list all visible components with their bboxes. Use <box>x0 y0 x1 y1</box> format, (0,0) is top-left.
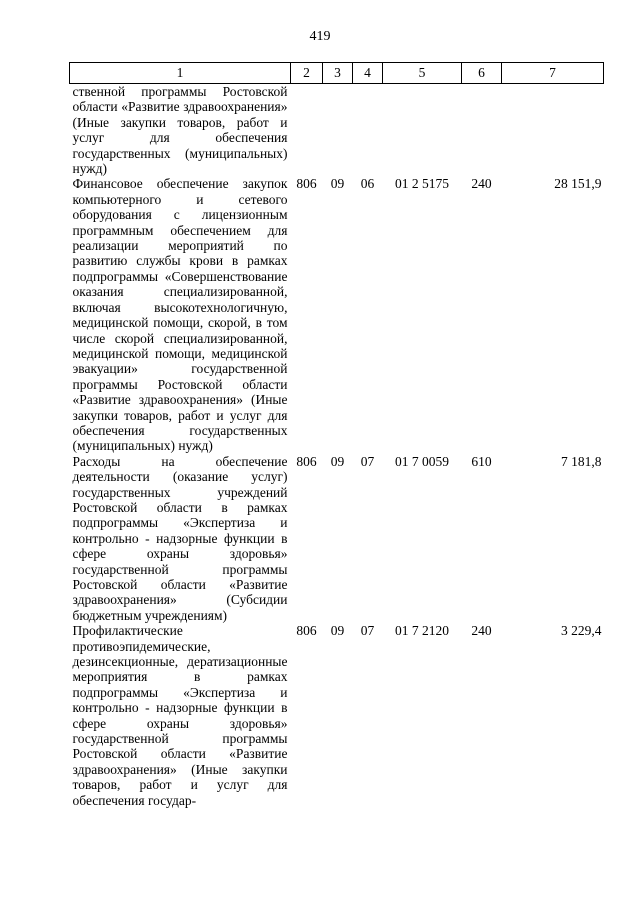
row-col-3 <box>323 84 353 177</box>
page-number: 419 <box>309 29 331 44</box>
row-col-5: 01 7 2120 <box>395 623 449 639</box>
table-body <box>70 84 604 809</box>
header-row <box>70 63 604 84</box>
row-description: Профилактические противоэпидемические, дезинсекционные, дератизационные мероприятия в рамках подпрограммы «Экспертиза и контрольно - надзорные функции в сфере охраны здоровья» государственной программы Ростовской области «Развитие здравоохранения» (Иные закупки товаров, работ и услуг для обеспечения государ- <box>72 623 288 808</box>
row-col-5 <box>383 84 462 177</box>
column-header-5: 5 <box>383 63 462 84</box>
row-col-6: 610 <box>471 453 492 469</box>
budget-table <box>69 62 604 808</box>
row-col-3: 09 <box>330 176 345 192</box>
column-header-3: 3 <box>323 63 353 84</box>
row-col-2: 806 <box>296 623 317 639</box>
row-col-3: 09 <box>330 453 345 469</box>
row-description: ственной программы Ростовской области «Развитие здравоохранения» (Иные закупки товаров, работ и услуг для обеспечения государственных (муниципальных) нужд) <box>72 84 288 177</box>
column-header-6: 6 <box>462 63 502 84</box>
column-header-7: 7 <box>502 63 604 84</box>
row-col-6: 240 <box>471 176 492 192</box>
row-col-5: 01 2 5175 <box>395 176 449 192</box>
row-amount: 3 229,4 <box>561 623 602 639</box>
row-col-4: 06 <box>360 176 375 192</box>
row-col-4: 07 <box>360 453 375 469</box>
row-description: Финансовое обеспечение закупок компьютерного и сетевого оборудования с лицензионным программным обеспечением для реализации мероприятий по развитию службы крови в рамках подпрограммы «Совершенствование оказания специализированной, включая высокотехнологичную, медицинской помощи, скорой, в том числе скорой специализированной, медицинской помощи, медицинской эвакуации» государственной программы Ростовской области «Развитие здравоохранения» (Иные закупки товаров, работ и услуг для обеспечения государственных (муниципальных) нужд) <box>72 176 288 454</box>
row-col-2 <box>291 84 323 177</box>
table-header <box>70 63 604 84</box>
row-description: Расходы на обеспечение деятельности (оказание услуг) государственных учреждений Ростовской области в рамках подпрограммы «Экспертиза и контрольно - надзорные функции в сфере охраны здоровья» государственной программы Ростовской области «Развитие здравоохранения» (Субсидии бюджетным учреждениям) <box>72 453 288 623</box>
row-col-4 <box>353 84 383 177</box>
row-col-4: 07 <box>360 623 375 639</box>
row-col-2: 806 <box>296 176 317 192</box>
column-header-1: 1 <box>70 63 291 84</box>
table-row <box>70 176 604 453</box>
column-header-4: 4 <box>353 63 383 84</box>
row-col-2: 806 <box>296 453 317 469</box>
row-col-6: 240 <box>471 623 492 639</box>
table-row <box>70 84 604 177</box>
table-row <box>70 623 604 808</box>
row-amount: 7 181,8 <box>561 453 602 469</box>
row-amount: 28 151,9 <box>554 176 602 192</box>
row-amount <box>502 84 604 177</box>
row-col-6 <box>462 84 502 177</box>
column-header-2: 2 <box>291 63 323 84</box>
row-col-5: 01 7 0059 <box>395 453 449 469</box>
row-col-3: 09 <box>330 623 345 639</box>
table-row <box>70 454 604 623</box>
